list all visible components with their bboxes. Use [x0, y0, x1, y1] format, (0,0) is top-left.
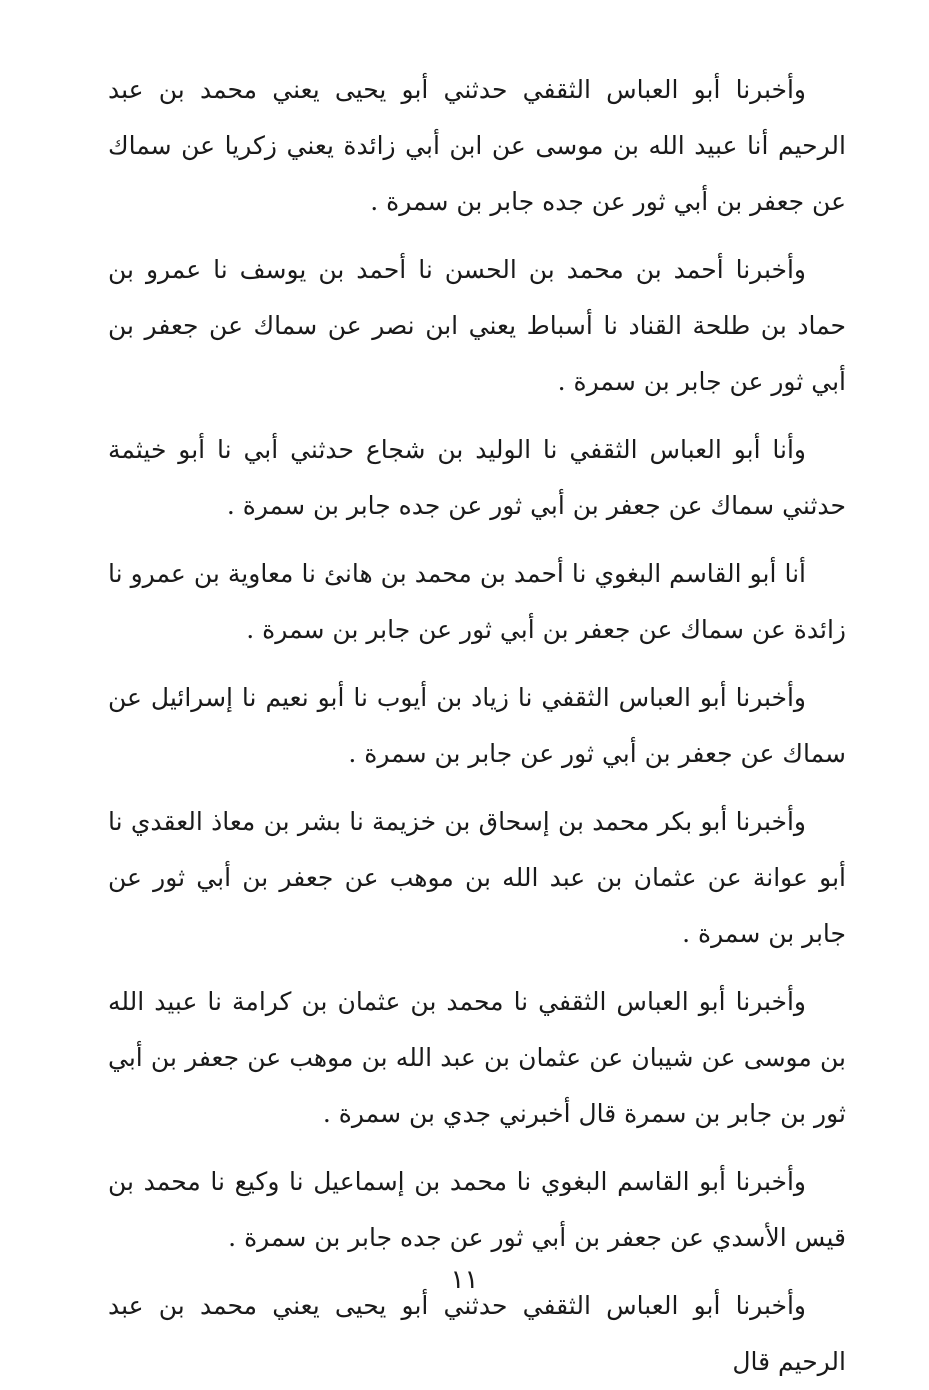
paragraph-7: وأخبرنا أبو العباس الثقفي نا محمد بن عثمان بن كرامة نا عبيد الله بن موسى عن شيبان عن عثمان بن عبد الله بن موهب عن جعفر بن أبي ثور بن جابر بن سمرة قال أخبرني جدي بن سمرة . — [108, 987, 846, 1128]
page-number: ١١ — [450, 1265, 479, 1295]
paragraph-1: وأخبرنا أبو العباس الثقفي حدثني أبو يحيى يعني محمد بن عبد الرحيم أنا عبيد الله بن موسى عن ابن أبي زائدة يعني زكريا عن سماك عن جعفر بن أبي ثور عن جده جابر بن سمرة . — [108, 75, 846, 216]
paragraph-2: وأخبرنا أحمد بن محمد بن الحسن نا أحمد بن يوسف نا عمرو بن حماد بن طلحة القناد نا أسباط يعني ابن نصر عن سماك عن جعفر بن أبي ثور عن جابر بن سمرة . — [108, 255, 846, 396]
paragraph-3: وأنا أبو العباس الثقفي نا الوليد بن شجاع حدثني أبي نا أبو خيثمة حدثني سماك عن جعفر بن أبي ثور عن جده جابر بن سمرة . — [108, 435, 846, 520]
paragraph-6: وأخبرنا أبو بكر محمد بن إسحاق بن خزيمة نا بشر بن معاذ العقدي نا أبو عوانة عن عثمان بن عبد الله بن موهب عن جعفر بن أبي ثور عن جابر بن سمرة . — [108, 807, 846, 948]
paragraph-5: وأخبرنا أبو العباس الثقفي نا زياد بن أيوب نا أبو نعيم نا إسرائيل عن سماك عن جعفر بن أبي ثور عن جابر بن سمرة . — [108, 683, 846, 768]
paragraph-9: وأخبرنا أبو العباس الثقفي حدثني أبو يحيى يعني محمد بن عبد الرحيم قال — [108, 1291, 846, 1376]
paragraph-4: أنا أبو القاسم البغوي نا أحمد بن محمد بن هانئ نا معاوية بن عمرو نا زائدة عن سماك عن جعفر بن أبي ثور عن جابر بن سمرة . — [108, 559, 846, 644]
paragraph-8: وأخبرنا أبو القاسم البغوي نا محمد بن إسماعيل نا وكيع نا محمد بن قيس الأسدي عن جعفر بن أبي ثور عن جده جابر بن سمرة . — [108, 1167, 846, 1252]
